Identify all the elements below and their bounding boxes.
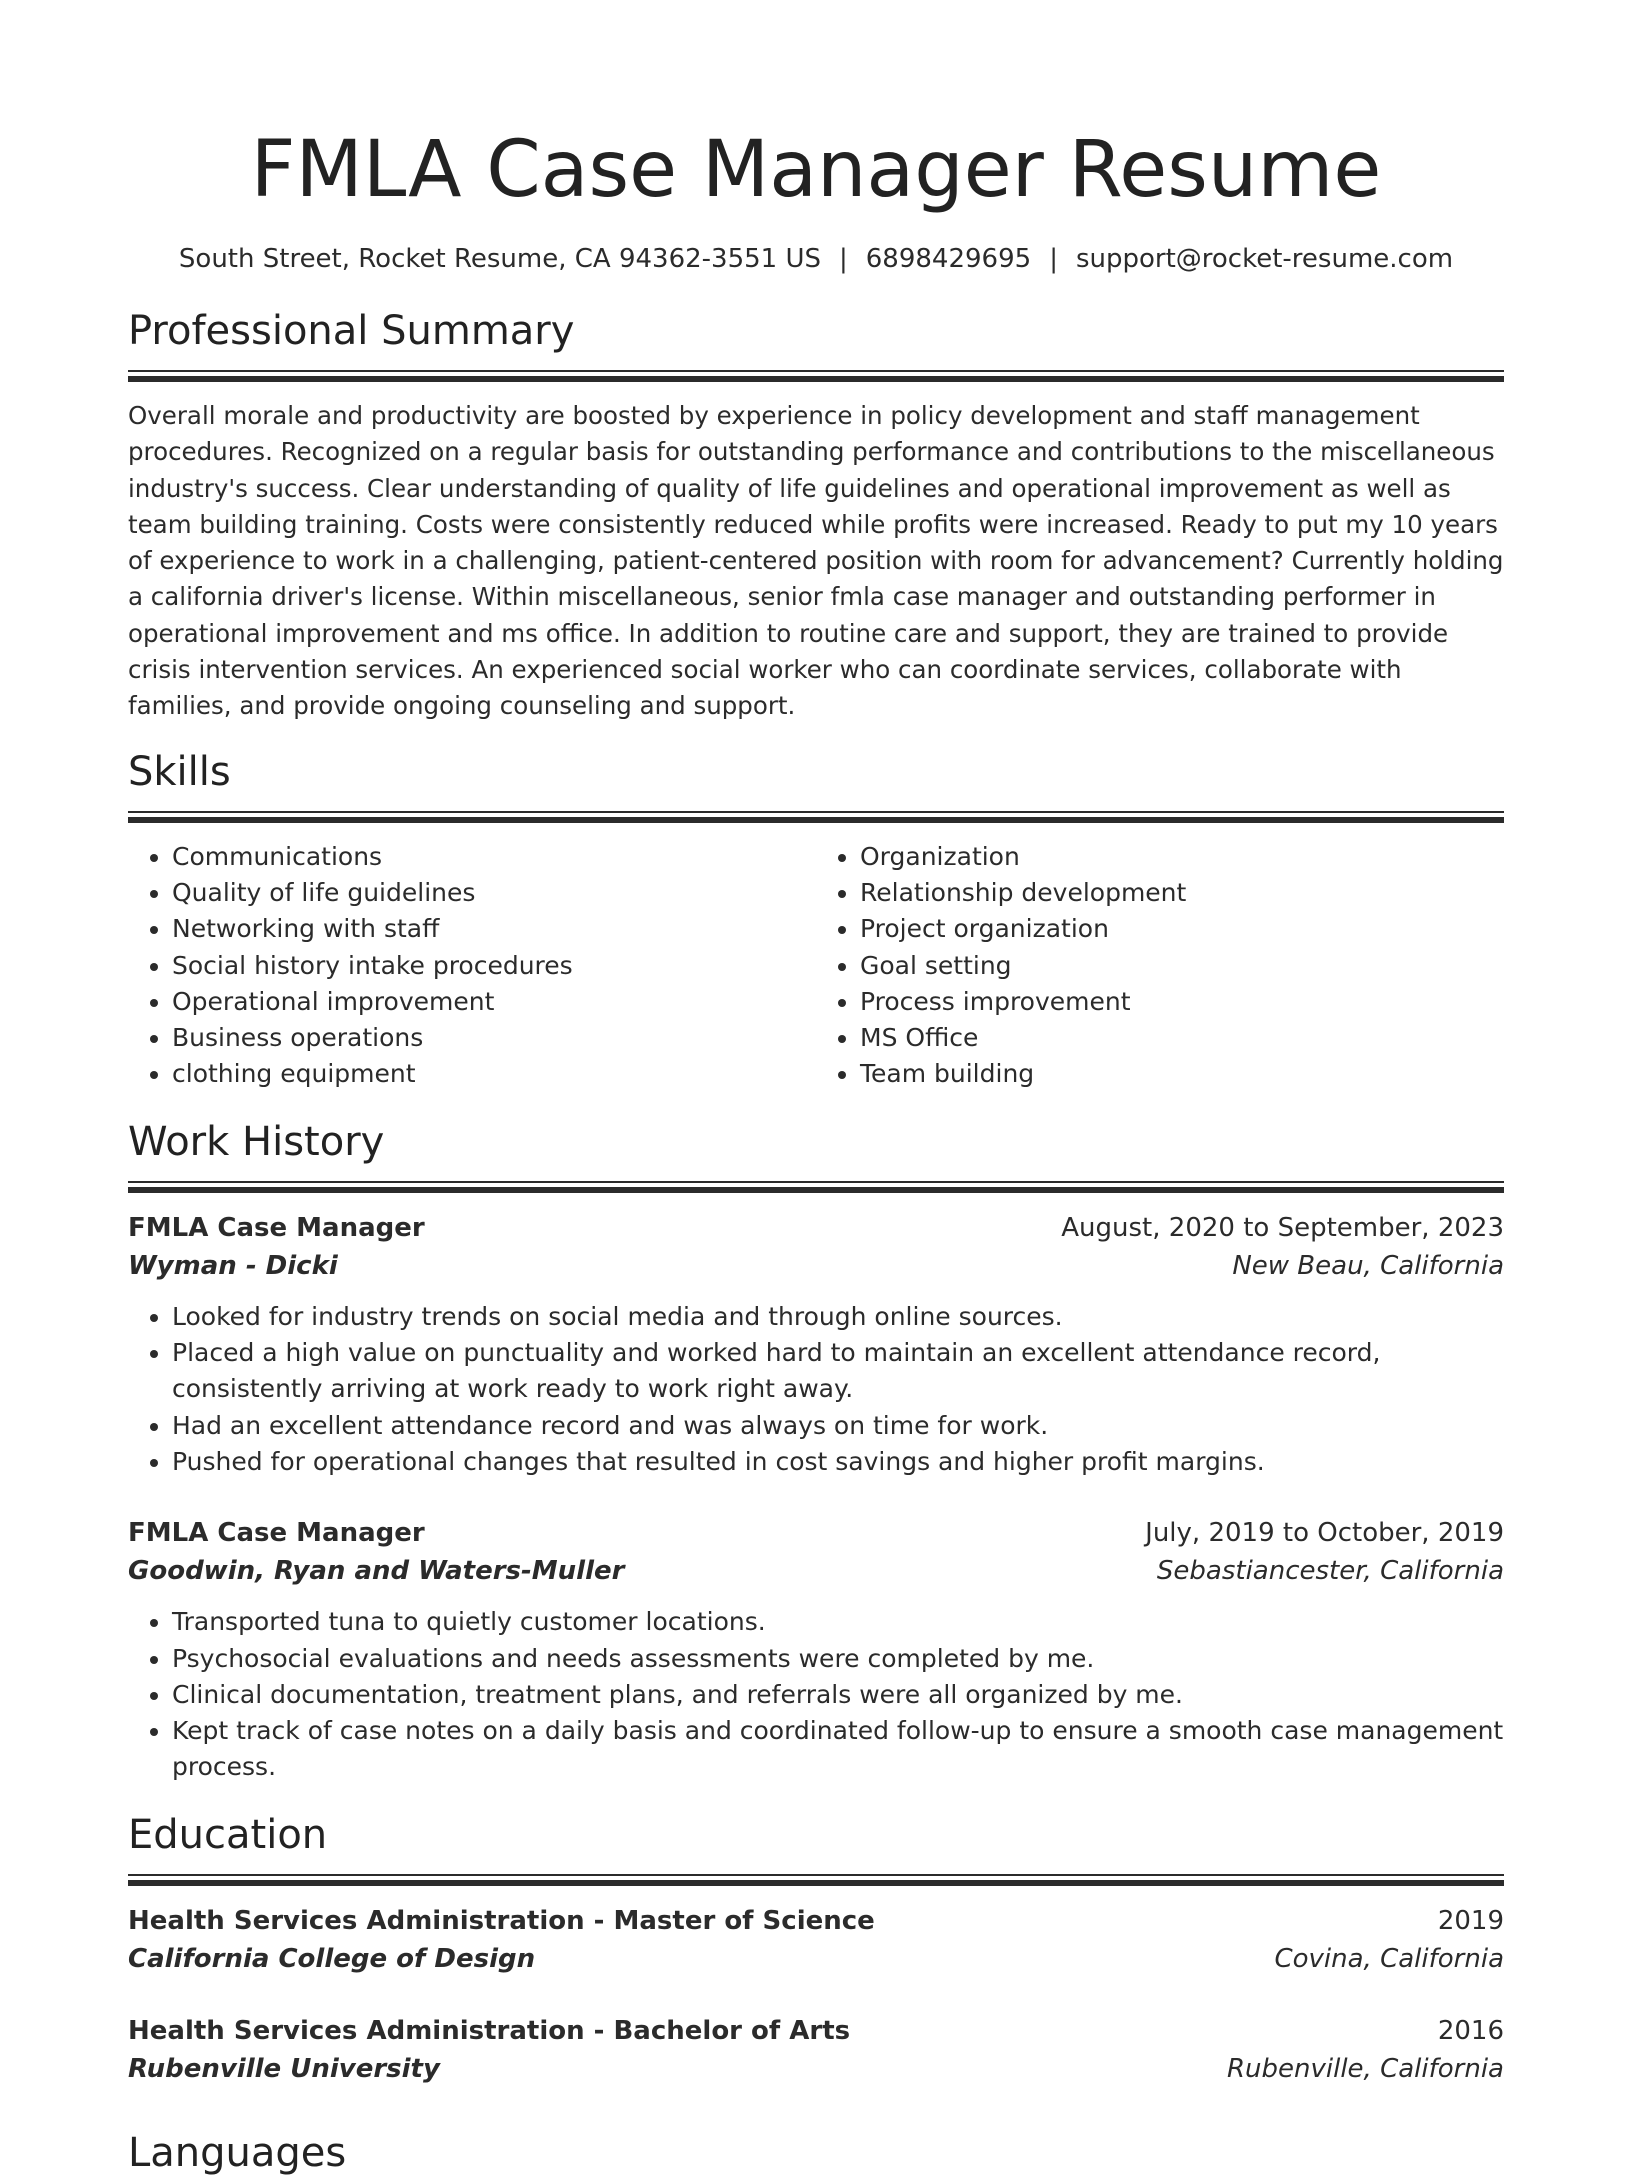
skills-right-list	[816, 839, 1504, 1093]
summary-text: Overall morale and productivity are boosted by experience in policy development and staff management procedures. Recognized on a regular basis for outstanding performance and contributions to the miscellaneous industry's success. Clear understanding of quality of life guidelines and operational improvement as well as team building training. Costs were consistently reduced while profits were increased. Ready to put my 10 years of experience to work in a challenging, patient-centered position with room for advancement? Currently holding a california driver's license. Within miscellaneous, senior fmla case manager and outstanding performer in operational improvement and ms office. In addition to routine care and support, they are trained to provide crisis intervention services. An experienced social worker who can coordinate services, collaborate with families, and provide ongoing counseling and support.	[128, 401, 1504, 721]
job-entry	[128, 1514, 1504, 1785]
section-divider	[128, 1874, 1504, 1884]
education-entry	[128, 1902, 1504, 1978]
job-title: FMLA Case Manager	[128, 1518, 425, 1549]
skills-section	[128, 747, 1504, 1093]
section-divider	[128, 1181, 1504, 1191]
education-location: Covina, California	[1274, 1943, 1504, 1974]
job-bullet: • Clinical documentation, treatment plans, and referrals were all organized by me.	[172, 1677, 1504, 1713]
contact-phone: 6898429695	[865, 244, 1032, 274]
education-location: Rubenville, California	[1226, 2053, 1504, 2084]
job-bullets	[128, 1604, 1504, 1785]
skills-heading: Skills	[128, 748, 231, 795]
education-school: Rubenville University	[128, 2053, 440, 2084]
job-location: Sebastiancester, California	[1156, 1556, 1504, 1587]
job-bullet: • Pushed for operational changes that resulted in cost savings and higher profit margins.	[172, 1444, 1504, 1480]
skill-item: • Project organization	[860, 911, 1504, 947]
education-degree: Health Services Administration - Bachelor of Arts	[128, 2015, 851, 2046]
job-entry	[128, 1209, 1504, 1480]
resume-page	[128, 0, 1504, 2178]
skill-item: • Quality of life guidelines	[172, 875, 816, 911]
education-year: 2016	[1437, 2015, 1504, 2046]
skill-item: • Team building	[860, 1056, 1504, 1092]
skill-item: • Relationship development	[860, 875, 1504, 911]
job-company: Goodwin, Ryan and Waters-Muller	[128, 1556, 625, 1587]
languages-heading: Languages	[128, 2129, 347, 2176]
skill-item: • Goal setting	[860, 948, 1504, 984]
job-bullet: • Looked for industry trends on social media and through online sources.	[172, 1299, 1504, 1335]
contact-line	[128, 242, 1504, 276]
skill-item: • clothing equipment	[172, 1056, 816, 1092]
job-bullets	[128, 1299, 1504, 1480]
skill-item: • Organization	[860, 839, 1504, 875]
languages-section	[128, 2128, 1504, 2178]
section-divider	[128, 370, 1504, 380]
job-bullet: • Had an excellent attendance record and was always on time for work.	[172, 1408, 1504, 1444]
education-school: California College of Design	[128, 1943, 536, 1974]
job-bullet: • Transported tuna to quietly customer locations.	[172, 1604, 1504, 1640]
job-bullet: • Psychosocial evaluations and needs assessments were completed by me.	[172, 1641, 1504, 1677]
summary-section	[128, 306, 1504, 725]
skill-item: • Social history intake procedures	[172, 948, 816, 984]
work-heading: Work History	[128, 1118, 385, 1165]
job-company: Wyman - Dicki	[128, 1250, 338, 1281]
job-bullet: • Kept track of case notes on a daily basis and coordinated follow-up to ensure a smooth case management process.	[172, 1713, 1504, 1786]
skill-item: • Operational improvement	[172, 984, 816, 1020]
resume-title: FMLA Case Manager Resume	[250, 125, 1382, 215]
skill-item: • Business operations	[172, 1020, 816, 1056]
skill-item: • Process improvement	[860, 984, 1504, 1020]
contact-email: support@rocket-resume.com	[1075, 244, 1454, 274]
job-title: FMLA Case Manager	[128, 1212, 425, 1243]
contact-address: South Street, Rocket Resume, CA 94362-3551 US	[178, 244, 821, 274]
skills-left-list	[128, 839, 816, 1093]
section-divider	[128, 811, 1504, 821]
education-section	[128, 1810, 1504, 2088]
job-dates: August, 2020 to September, 2023	[1061, 1212, 1504, 1243]
education-entry	[128, 2012, 1504, 2088]
education-heading: Education	[128, 1811, 328, 1858]
education-degree: Health Services Administration - Master of Science	[128, 1905, 875, 1936]
contact-separator: |	[839, 244, 848, 274]
education-year: 2019	[1437, 1905, 1504, 1936]
summary-heading: Professional Summary	[128, 308, 575, 354]
work-section	[128, 1117, 1504, 1786]
skill-item: • Communications	[172, 839, 816, 875]
skills-columns	[128, 839, 1504, 1093]
job-location: New Beau, California	[1232, 1250, 1504, 1281]
job-dates: July, 2019 to October, 2019	[1145, 1518, 1504, 1549]
skill-item: • Networking with staff	[172, 911, 816, 947]
contact-separator: |	[1049, 244, 1058, 274]
skill-item: • MS Office	[860, 1020, 1504, 1056]
job-bullet: • Placed a high value on punctuality and worked hard to maintain an excellent attendance record, consistently arriving at work ready to work right away.	[172, 1335, 1504, 1408]
